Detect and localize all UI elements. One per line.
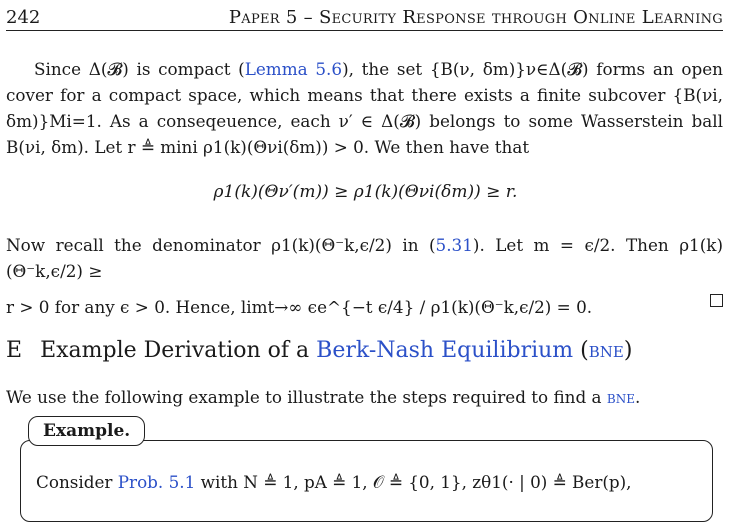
section-title-prefix: Example Derivation of a — [40, 338, 317, 363]
para1-text-b: ), the set {B(ν, δm)}ν∈Δ(𝓑) forms an open cover for a compact space, which means that there exists a finite subcover {B(νi, δm)}Mi=1. As a conseqeuence, each ν′ ∈ Δ(𝓑) belongs to some Wasserstein ball B(νi, δm). Let r ≜ mini ρ1(k)(Θνi(δm)) > 0. We then have that — [6, 59, 723, 157]
bne-abbrev-link-2[interactable]: bne — [606, 387, 635, 407]
example-tab: Example. — [28, 416, 145, 446]
para1-text-a: Since Δ(𝓑) is compact ( — [34, 59, 245, 79]
para2-line2-text: r > 0 for any ϵ > 0. Hence, limt→∞ ϵe^{−t ϵ/4} / ρ1(k)(Θ⁻k,ϵ/2) = 0. — [6, 297, 593, 317]
para2-line1-a: Now recall the denominator ρ1(k)(Θ⁻k,ϵ/2) in ( — [6, 235, 436, 255]
page-header — [6, 4, 723, 31]
intro-sentence — [6, 384, 723, 410]
bne-link[interactable]: Berk-Nash Equilibrium — [316, 338, 574, 363]
example-suffix: with N ≜ 1, pA ≜ 1, 𝒪 ≜ {0, 1}, zθ1(· | 0) ≜ Ber(p), — [195, 472, 632, 492]
bne-abbrev-link[interactable]: bne — [588, 338, 624, 363]
section-paren-close: ) — [623, 338, 633, 363]
proof-paragraph-2 — [6, 232, 723, 320]
section-number: E — [6, 338, 23, 363]
intro-end: . — [634, 387, 641, 407]
para2-line2 — [6, 294, 723, 320]
example-text — [36, 470, 705, 494]
equation-text: ρ1(k)(Θν′(m)) ≥ ρ1(k)(Θνi(δm)) ≥ r. — [213, 182, 518, 202]
lemma-link[interactable]: Lemma 5.6 — [244, 59, 343, 79]
section-heading — [6, 338, 632, 363]
problem-link[interactable]: Prob. 5.1 — [117, 472, 196, 492]
para2-line1 — [6, 232, 723, 284]
equation-ref-link[interactable]: 5.31 — [435, 235, 473, 255]
page-number: 242 — [6, 6, 41, 28]
section-paren-open: ( — [573, 338, 589, 363]
qed-square-icon — [710, 294, 723, 307]
proof-paragraph-1 — [6, 56, 723, 160]
para2-line1-b: ). Let m = ϵ/2. Then ρ1(k)(Θ⁻k,ϵ/2) ≥ — [6, 235, 723, 281]
running-title: Paper 5 – Security Response through Online Learning — [228, 6, 723, 28]
intro-text: We use the following example to illustrate the steps required to find a — [6, 387, 607, 407]
display-equation — [0, 182, 731, 202]
example-prefix: Consider — [36, 472, 118, 492]
